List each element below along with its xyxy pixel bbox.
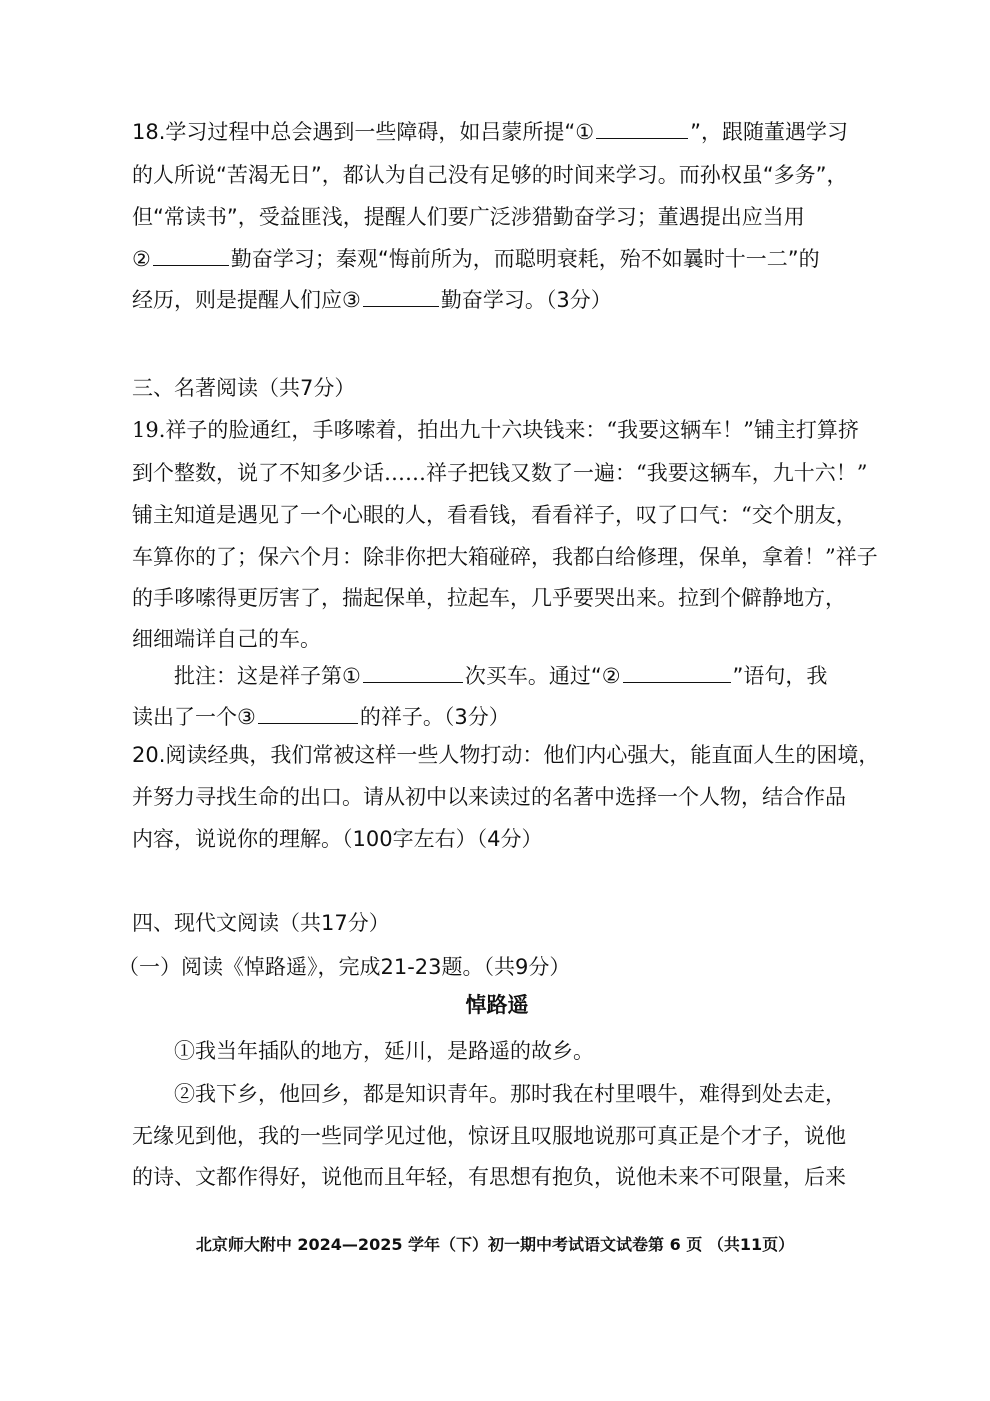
answer-blank-5[interactable]: [623, 662, 731, 683]
answer-blank-1[interactable]: [596, 118, 688, 139]
page-footer: 北京师大附中 2024—2025 学年（下）初一期中考试语文试卷第 6 页 （共11页）: [195, 1235, 795, 1254]
article-paragraph-2-line-1: ②我下乡，他回乡，都是知识青年。那时我在村里喂牛，难得到处去走，: [174, 1082, 846, 1106]
q19-annotation-line-1: [174, 661, 864, 691]
q18-text: ②: [132, 247, 151, 271]
q18-line-1: [132, 117, 862, 147]
section-3-title: 三、名著阅读（共7分）: [132, 376, 356, 400]
q20-line-2: 并努力寻找生命的出口。请从初中以来读过的名著中选择一个人物，结合作品: [132, 785, 846, 809]
article-title: 悼路遥: [465, 993, 529, 1017]
article-paragraph-2-line-2: 无缘见到他，我的一些同学见过他，惊讶且叹服地说那可真正是个才子，说他: [132, 1124, 846, 1148]
answer-blank-6[interactable]: [258, 703, 358, 724]
answer-blank-2[interactable]: [153, 245, 229, 266]
q18-line-5: [132, 285, 862, 315]
section-4-subtitle: （一）阅读《悼路遥》，完成21-23题。（共9分）: [118, 955, 571, 979]
section-4-title: 四、现代文阅读（共17分）: [132, 911, 390, 935]
q19-line-2: 到个整数，说了不知多少话……祥子把钱又数了一遍：“我要这辆车，九十六！”: [132, 461, 868, 485]
q20-line-1: 20.阅读经典，我们常被这样一些人物打动：他们内心强大，能直面人生的困境，: [132, 743, 880, 767]
q19-annotation-text: 的祥子。（3分）: [359, 705, 510, 729]
article-paragraph-1: ①我当年插队的地方，延川，是路遥的故乡。: [174, 1039, 594, 1063]
q19-annotation-line-2: [132, 702, 862, 732]
q19-line-3: 铺主知道是遇见了一个心眼的人，看看钱，看看祥子，叹了口气：“交个朋友，: [132, 503, 857, 527]
q19-annotation-text: ”语句，我: [732, 664, 828, 688]
q18-line-4: [132, 244, 862, 274]
article-paragraph-2-line-3: 的诗、文都作得好，说他而且年轻，有思想有抱负，说他未来不可限量，后来: [132, 1165, 846, 1189]
q19-annotation-text: 读出了一个③: [132, 705, 256, 729]
q19-annotation-text: 批注：这是祥子第①: [174, 664, 361, 688]
q18-text: 勤奋学习；秦观“悔前所为，而聪明衰耗，殆不如曩时十一二”的: [230, 247, 820, 271]
q18-text: 18.学习过程中总会遇到一些障碍，如吕蒙所提“①: [132, 120, 595, 144]
answer-blank-4[interactable]: [363, 662, 463, 683]
q20-line-3: 内容，说说你的理解。（100字左右）（4分）: [132, 827, 543, 851]
q18-line-2: 的人所说“苦渴无日”，都认为自己没有足够的时间来学习。而孙权虽“多务”，: [132, 163, 848, 187]
q19-annotation-text: 次买车。通过“②: [464, 664, 621, 688]
q18-text: 经历，则是提醒人们应③: [132, 288, 361, 312]
q18-text: ”，跟随董遇学习: [690, 120, 848, 144]
q18-text: 勤奋学习。（3分）: [440, 288, 612, 312]
answer-blank-3[interactable]: [363, 286, 439, 307]
q18-line-3: 但“常读书”，受益匪浅，提醒人们要广泛涉猎勤奋学习；董遇提出应当用: [132, 205, 805, 229]
q19-line-6: 细细端详自己的车。: [132, 627, 321, 651]
q19-line-4: 车算你的了；保六个月：除非你把大箱碰碎，我都白给修理，保单，拿着！”祥子: [132, 545, 878, 569]
q19-line-5: 的手哆嗦得更厉害了，揣起保单，拉起车，几乎要哭出来。拉到个僻静地方，: [132, 586, 846, 610]
q19-line-1: 19.祥子的脸通红，手哆嗦着，拍出九十六块钱来：“我要这辆车！”铺主打算挤: [132, 418, 859, 442]
